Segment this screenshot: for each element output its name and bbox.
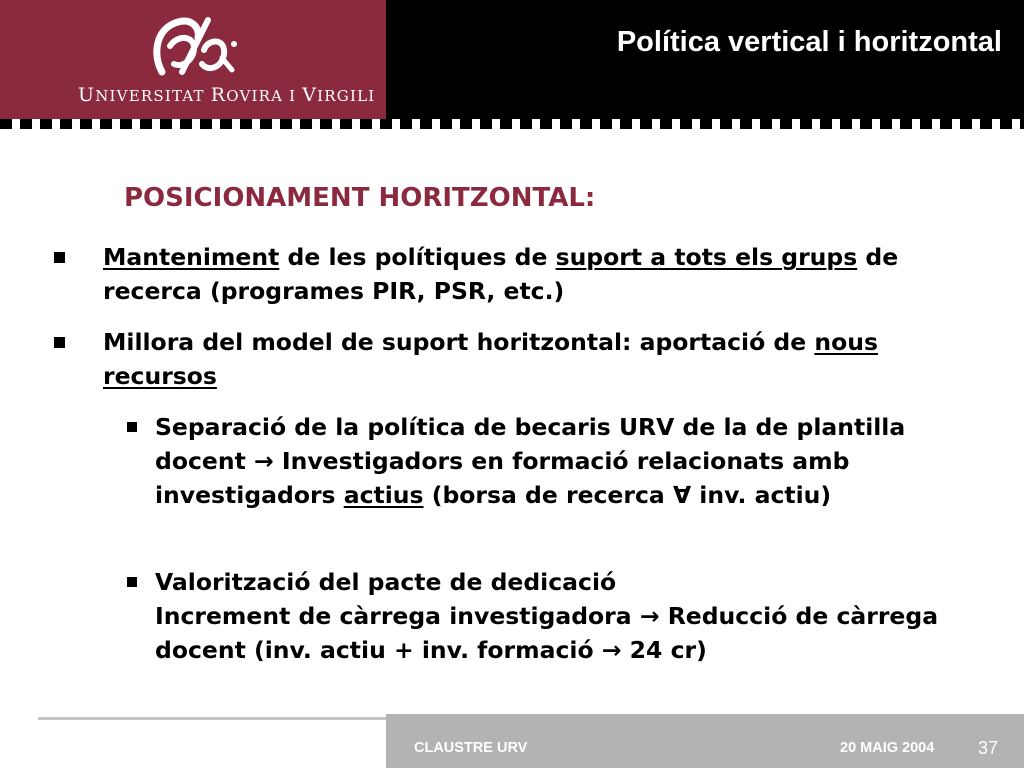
sub-bullet-square-icon	[127, 422, 137, 432]
footer-event: CLAUSTRE URV	[414, 740, 528, 756]
title-bar	[386, 0, 1024, 122]
dashed-divider	[0, 119, 1024, 129]
section-heading: POSICIONAMENT HORITZONTAL:	[124, 183, 596, 213]
footer-date: 20 MAIG 2004	[840, 740, 935, 756]
footer-divider	[38, 717, 386, 720]
sub-bullet-square-icon	[127, 577, 137, 587]
arrow-right-icon: →	[639, 602, 660, 630]
page-number: 37	[978, 738, 999, 758]
sub-bullet-item-1: Separació de la política de becaris URV de la de plantilla docent → Investigadors en formació relacionats amb investigadors actius (borsa de recerca ∀ inv. actiu)	[155, 413, 906, 509]
university-brand-panel	[0, 0, 386, 122]
slide-header	[0, 0, 1024, 122]
sub-bullet-item-2: Valorització del pacte de dedicació Increment de càrrega investigadora → Reducció de càrrega docent (inv. actiu + inv. formació → 24 cr)	[155, 568, 939, 664]
bullet-item-2: Millora del model de suport horitzontal: aportació de nous recursos	[103, 328, 878, 390]
forall-icon: ∀	[672, 481, 692, 509]
bullet-item-1: Manteniment de les polítiques de suport a tots els grups de recerca (programes PIR, PSR, etc.)	[103, 243, 899, 305]
urv-logo-icon	[148, 14, 240, 78]
arrow-right-icon: →	[253, 447, 274, 475]
bullet-square-icon	[54, 337, 65, 348]
slide-title: Política vertical i horitzontal	[616, 26, 1002, 58]
arrow-right-icon: →	[601, 636, 622, 664]
bullet-square-icon	[54, 252, 65, 263]
university-name: UNIVERSITAT ROVIRA I VIRGILI	[78, 84, 376, 106]
slide-footer	[386, 714, 1024, 768]
